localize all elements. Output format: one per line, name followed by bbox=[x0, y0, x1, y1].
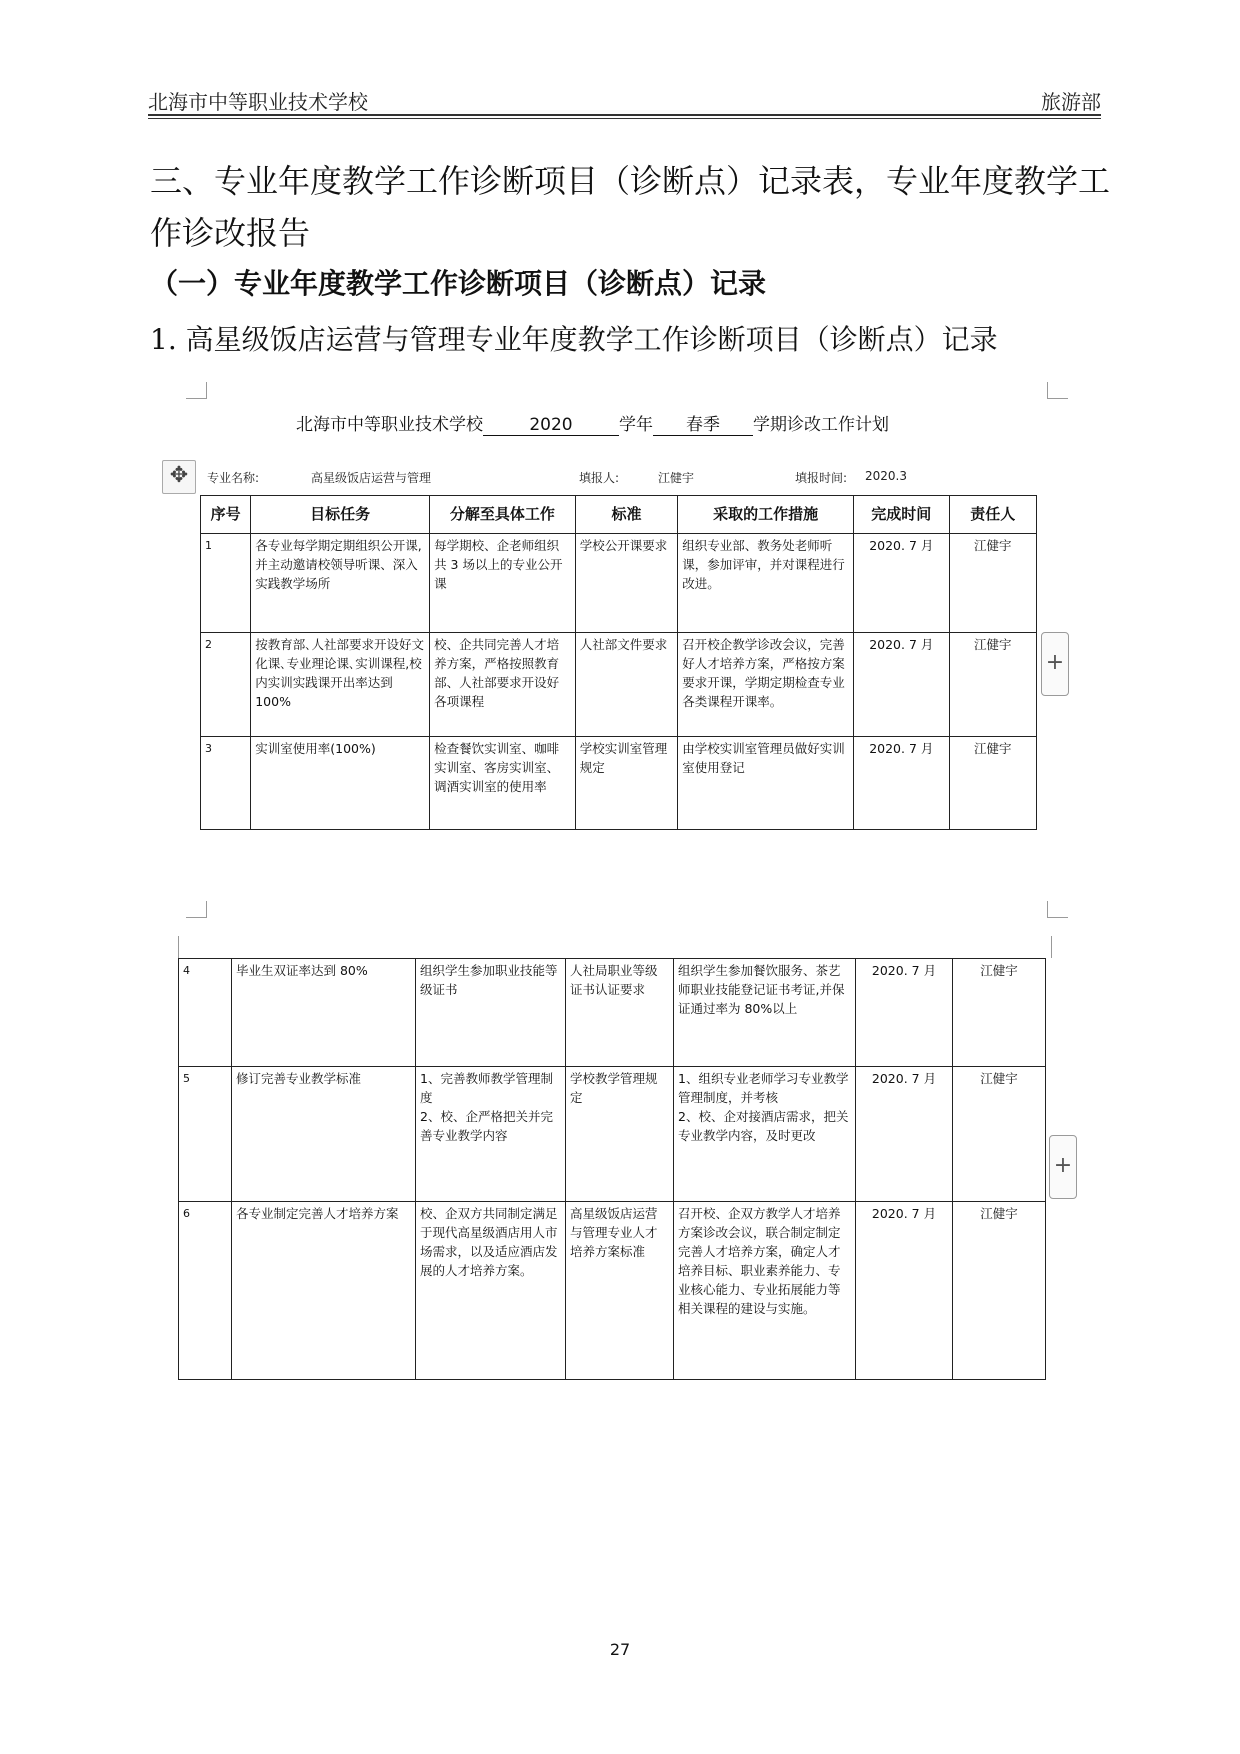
move-handle-icon[interactable]: ✥ bbox=[162, 460, 196, 494]
specific-work: 检查餐饮实训室、咖啡实训室、客房实训室、调酒实训室的使用率 bbox=[430, 737, 576, 830]
measures: 召开校、企双方教学人才培养方案诊改会议，联合制定制定完善人才培养方案，确定人才培养目标、职业素养能力、专业核心能力、专业拓展能力等相关课程的建设与实施。 bbox=[674, 1202, 856, 1380]
standard: 高星级饭店运营与管理专业人才培养方案标准 bbox=[566, 1202, 674, 1380]
plan-title bbox=[296, 410, 889, 436]
measures: 组织专业部、教务处老师听课，参加评审，并对课程进行改进。 bbox=[678, 534, 854, 633]
table-row bbox=[179, 959, 1046, 1067]
responsible-person: 江健宇 bbox=[953, 959, 1046, 1067]
standard: 人社部文件要求 bbox=[575, 633, 677, 737]
page-edge-mark bbox=[1051, 936, 1052, 958]
completion-time: 2020. 7 月 bbox=[854, 633, 949, 737]
major-value: 高星级饭店运营与管理 bbox=[311, 471, 432, 485]
section-heading: 三、专业年度教学工作诊断项目（诊断点）记录表，专业年度教学工作诊改报告 bbox=[150, 162, 1111, 252]
header-rule bbox=[148, 114, 1101, 116]
completion-time: 2020. 7 月 bbox=[856, 1202, 953, 1380]
specific-work: 每学期校、企老师组织共 3 场以上的专业公开课 bbox=[430, 534, 576, 633]
subsection-heading: （一）专业年度教学工作诊断项目（诊断点）记录 bbox=[150, 267, 767, 300]
add-row-button[interactable]: + bbox=[1049, 1135, 1077, 1199]
major-label: 专业名称: bbox=[207, 471, 260, 485]
standard: 人社局职业等级证书认证要求 bbox=[566, 959, 674, 1067]
measures: 召开校企教学诊改会议，完善好人才培养方案，严格按方案要求开课，学期定期检查专业各类课程开课率。 bbox=[678, 633, 854, 737]
completion-time: 2020. 7 月 bbox=[854, 534, 949, 633]
page-header-left: 北海市中等职业技术学校 bbox=[148, 90, 368, 114]
completion-time: 2020. 7 月 bbox=[856, 1067, 953, 1202]
table-row bbox=[201, 534, 1037, 633]
measures: 由学校实训室管理员做好实训室使用登记 bbox=[678, 737, 854, 830]
plan-title-year: 2020 bbox=[483, 415, 619, 436]
page-corner-mark bbox=[186, 382, 207, 399]
column-header: 序号 bbox=[201, 496, 251, 534]
measures: 1、组织专业老师学习专业教学管理制度，并考核 2、校、企对接酒店需求，把关专业教学内容，及时更改 bbox=[674, 1067, 856, 1202]
row-number: 6 bbox=[179, 1202, 232, 1380]
page-number: 27 bbox=[609, 1640, 631, 1659]
standard: 学校公开课要求 bbox=[575, 534, 677, 633]
column-header: 采取的工作措施 bbox=[678, 496, 854, 534]
target-task: 各专业每学期定期组织公开课,并主动邀请校领导听课、深入实践教学场所 bbox=[251, 534, 430, 633]
standard: 学校实训室管理规定 bbox=[575, 737, 677, 830]
specific-work: 校、企共同完善人才培养方案，严格按照教育部、人社部要求开设好各项课程 bbox=[430, 633, 576, 737]
row-number: 5 bbox=[179, 1067, 232, 1202]
specific-work: 校、企双方共同制定满足于现代高星级酒店用人市场需求，以及适应酒店发展的人才培养方案。 bbox=[416, 1202, 566, 1380]
completion-time: 2020. 7 月 bbox=[856, 959, 953, 1067]
column-header: 目标任务 bbox=[251, 496, 430, 534]
plan-title-term: 春季 bbox=[653, 410, 753, 436]
time-value: 2020.3 bbox=[865, 469, 907, 483]
row-number: 4 bbox=[179, 959, 232, 1067]
table-row bbox=[201, 633, 1037, 737]
responsible-person: 江健宇 bbox=[949, 534, 1036, 633]
page-header-right: 旅游部 bbox=[1041, 90, 1101, 114]
responsible-person: 江健宇 bbox=[949, 633, 1036, 737]
plan-title-suffix: 学期诊改工作计划 bbox=[753, 415, 889, 435]
row-number: 1 bbox=[201, 534, 251, 633]
target-task: 按教育部､人社部要求开设好文化课､专业理论课､实训课程,校内实训实践课开出率达到 100% bbox=[251, 633, 430, 737]
target-task: 各专业制定完善人才培养方案 bbox=[232, 1202, 416, 1380]
row-number: 3 bbox=[201, 737, 251, 830]
target-task: 实训室使用率(100%) bbox=[251, 737, 430, 830]
plan-table-page-1 bbox=[200, 495, 1037, 830]
target-task: 毕业生双证率达到 80% bbox=[232, 959, 416, 1067]
page-corner-mark bbox=[1047, 901, 1068, 918]
specific-work: 1、完善教师教学管理制度 2、校、企严格把关并完善专业教学内容 bbox=[416, 1067, 566, 1202]
table-row bbox=[179, 1067, 1046, 1202]
plan-title-school: 北海市中等职业技术学校 bbox=[296, 415, 483, 435]
filler-value: 江健宇 bbox=[658, 471, 695, 485]
plan-table-page-2 bbox=[178, 958, 1046, 1380]
column-header: 完成时间 bbox=[854, 496, 949, 534]
time-label: 填报时间: bbox=[795, 471, 848, 485]
column-header: 分解至具体工作 bbox=[430, 496, 576, 534]
responsible-person: 江健宇 bbox=[949, 737, 1036, 830]
table-row bbox=[201, 737, 1037, 830]
plan-title-year-suffix: 学年 bbox=[619, 415, 653, 435]
specific-work: 组织学生参加职业技能等级证书 bbox=[416, 959, 566, 1067]
add-row-button[interactable]: + bbox=[1041, 632, 1069, 696]
column-header: 标准 bbox=[575, 496, 677, 534]
responsible-person: 江健宇 bbox=[953, 1202, 1046, 1380]
standard: 学校教学管理规定 bbox=[566, 1067, 674, 1202]
page-corner-mark bbox=[186, 901, 207, 918]
responsible-person: 江健宇 bbox=[953, 1067, 1046, 1202]
row-number: 2 bbox=[201, 633, 251, 737]
column-header: 责任人 bbox=[949, 496, 1036, 534]
filler-label: 填报人: bbox=[579, 471, 620, 485]
page-corner-mark bbox=[1047, 382, 1068, 399]
target-task: 修订完善专业教学标准 bbox=[232, 1067, 416, 1202]
page-edge-mark bbox=[178, 936, 179, 958]
header-rule-thin bbox=[148, 118, 1101, 119]
table-row bbox=[179, 1202, 1046, 1380]
completion-time: 2020. 7 月 bbox=[854, 737, 949, 830]
measures: 组织学生参加餐饮服务、茶艺师职业技能登记证书考证,并保证通过率为 80%以上 bbox=[674, 959, 856, 1067]
item-heading: 1. 高星级饭店运营与管理专业年度教学工作诊断项目（诊断点）记录 bbox=[150, 323, 998, 356]
